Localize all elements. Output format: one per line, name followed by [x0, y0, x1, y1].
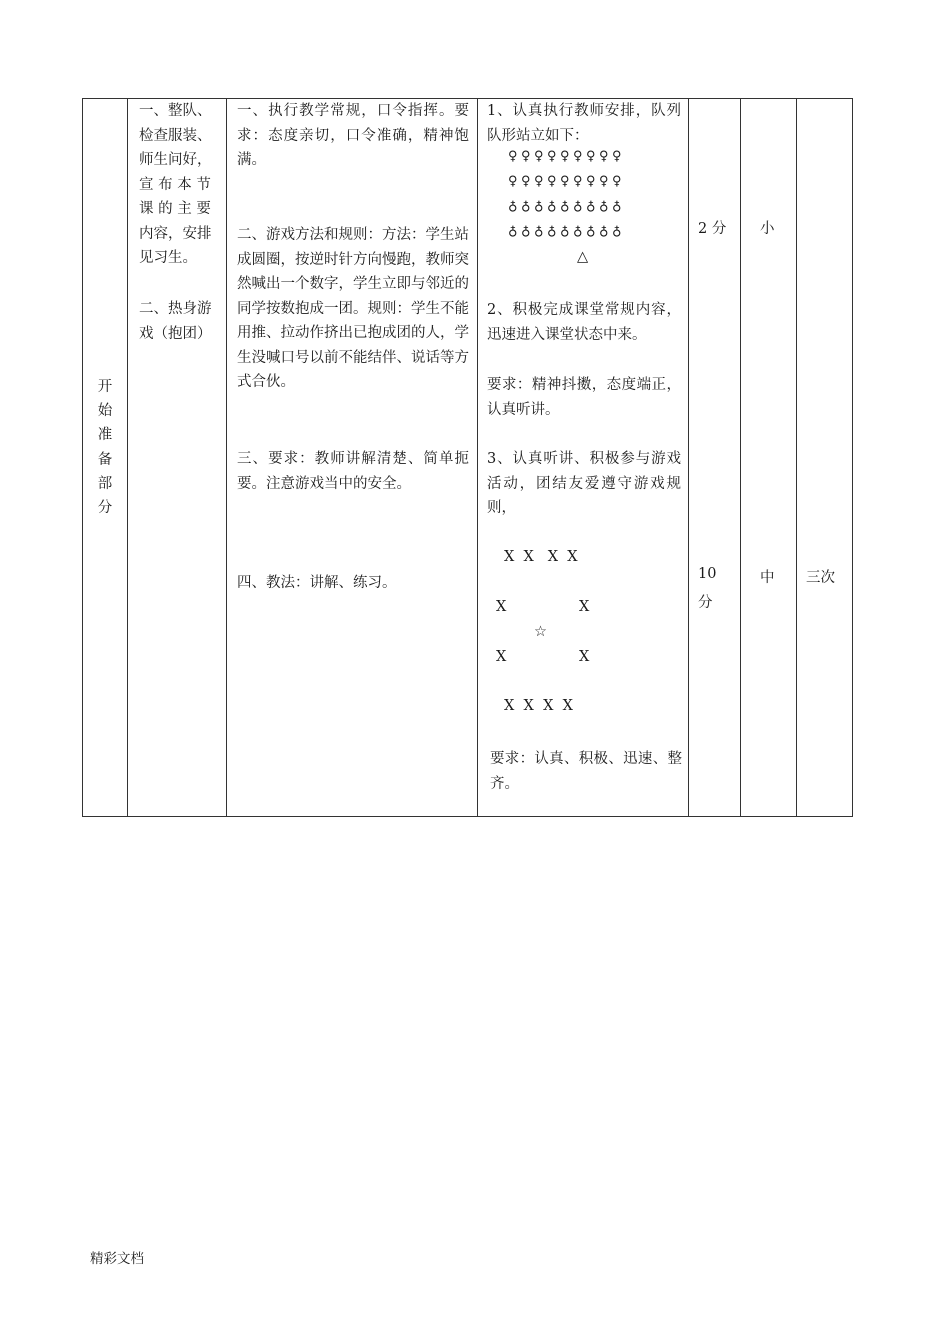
times-2: 三次	[806, 570, 835, 586]
time-1: 2 分	[698, 221, 727, 237]
circle-left-1: X	[496, 599, 507, 615]
intensity-1: 小	[760, 221, 775, 237]
time-2-number: 10	[698, 566, 717, 582]
formation-row-3: ♁♁♁♁♁♁♁♁♁	[508, 199, 626, 214]
lesson-plan-table	[82, 98, 853, 817]
intensity-cell	[741, 99, 797, 817]
footer-label: 精彩文档	[90, 1251, 144, 1267]
teacher-cell	[227, 99, 478, 817]
circle-center-star: ☆	[534, 624, 547, 640]
student-para-2-requirement: 要求：精神抖擞，态度端正，认真听讲。	[487, 377, 681, 418]
teacher-para-1: 一、执行教学常规，口令指挥。要求：态度亲切，口令准确，精神饱满。	[237, 103, 469, 168]
content-cell	[128, 99, 227, 817]
circle-left-2: X	[496, 649, 507, 665]
formation-row-2: ♀♀♀♀♀♀♀♀♀	[508, 174, 626, 189]
section-label: 开 始 准 备 部 分	[97, 379, 113, 517]
student-para-2: 2、积极完成课堂常规内容，迅速进入课堂状态中来。	[487, 302, 681, 343]
circle-row-top: X X X X	[504, 549, 578, 565]
section-cell	[83, 99, 128, 817]
teacher-para-3: 三、要求：教师讲解清楚、简单扼要。注意游戏当中的安全。	[237, 451, 469, 492]
formation-row-4: ♁♁♁♁♁♁♁♁♁	[508, 224, 626, 239]
teacher-para-4: 四、教法：讲解、练习。	[237, 575, 397, 591]
teacher-position-mark: △	[577, 249, 589, 265]
circle-row-bottom: X X X X	[504, 698, 573, 714]
student-cell	[478, 99, 689, 817]
time-cell	[689, 99, 741, 817]
student-para-3: 3、认真听讲、积极参与游戏活动，团结友爱遵守游戏规则，	[487, 451, 681, 516]
times-cell	[797, 99, 853, 817]
content-item-2: 二、热身游 戏（抱团）	[139, 301, 212, 342]
circle-right-2: X	[579, 649, 590, 665]
student-para-3-requirement: 要求：认真、积极、迅速、整齐。	[490, 751, 682, 792]
formation-row-1: ♀♀♀♀♀♀♀♀♀	[508, 149, 626, 164]
content-item-1: 一、整队、 检查服装、 师生问好， 宣 布 本 节 课 的 主 要 内容，安排 见习生。	[139, 103, 212, 266]
student-para-1: 1、认真执行教师安排，队列队形站立如下：	[487, 103, 681, 144]
teacher-para-2: 二、游戏方法和规则：方法：学生站成圆圈，按逆时针方向慢跑，教师突然喊出一个数字，学生立即与邻近的同学按数抱成一团。规则：学生不能用推、拉动作挤出已抱成团的人，学生没喊口号以前不能结伴、说话等方式合伙。	[237, 227, 469, 390]
circle-right-1: X	[579, 599, 590, 615]
time-2-unit: 分	[698, 595, 713, 611]
intensity-2: 中	[760, 570, 775, 586]
